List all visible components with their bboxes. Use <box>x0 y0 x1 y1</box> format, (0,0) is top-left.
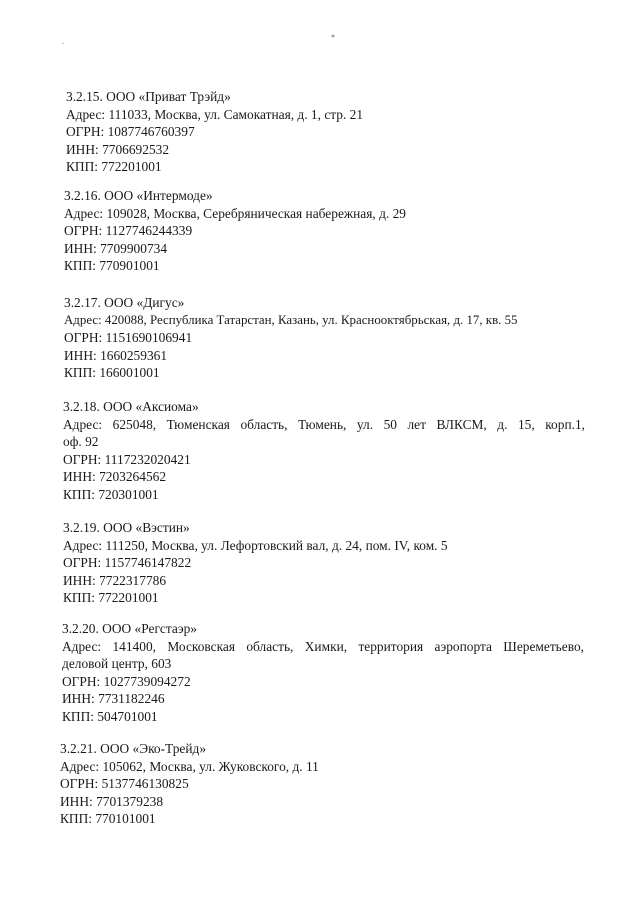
entry-inn: ИНН: 7709900734 <box>64 240 168 256</box>
entry-address: Адрес: 420088, Республика Татарстан, Казань, ул. Краснооктябрьская, д. 17, кв. 55 <box>64 312 518 327</box>
entry-heading: 3.2.18. ООО «Аксиома» <box>63 399 199 414</box>
entry-ogrn: ОГРН: 1027739094272 <box>62 673 191 689</box>
entry-3-2-21 <box>0 740 640 828</box>
entry-inn: ИНН: 7203264562 <box>63 469 167 485</box>
entry-ogrn: ОГРН: 1087746760397 <box>66 124 195 140</box>
entry-3-2-20 <box>0 620 640 726</box>
entry-address: Адрес: 111250, Москва, ул. Лефортовский вал, д. 24, пом. IV, ком. 5 <box>63 537 448 553</box>
entry-address-line-2: оф. 92 <box>63 434 99 450</box>
entry-ogrn: ОГРН: 5137746130825 <box>60 776 189 792</box>
entry-ogrn: ОГРН: 1117232020421 <box>63 451 191 467</box>
entry-ogrn: ОГРН: 1157746147822 <box>63 555 192 571</box>
entry-3-2-17 <box>0 294 640 382</box>
entry-inn: ИНН: 7701379238 <box>60 793 164 809</box>
entry-kpp: КПП: 770101001 <box>60 811 156 827</box>
entry-heading: 3.2.20. ООО «Регстаэр» <box>62 621 197 636</box>
entry-inn: ИНН: 7731182246 <box>62 691 165 707</box>
entry-3-2-15 <box>0 88 640 176</box>
entry-address: Адрес: 109028, Москва, Серебряническая набережная, д. 29 <box>64 205 406 221</box>
entry-kpp: КПП: 772201001 <box>66 159 162 175</box>
entry-address-line-1: Адрес: 625048, Тюменская область, Тюмень, ул. 50 лет ВЛКСМ, д. 15, корп.1, <box>63 416 585 432</box>
entry-kpp: КПП: 504701001 <box>62 708 158 724</box>
scan-mark-left: . <box>62 37 64 46</box>
entry-heading: 3.2.16. ООО «Интермоде» <box>64 188 213 203</box>
entry-address: Адрес: 111033, Москва, ул. Самокатная, д. 1, стр. 21 <box>66 106 364 122</box>
entry-heading: 3.2.17. ООО «Дигус» <box>64 295 185 310</box>
entry-3-2-19 <box>0 519 640 607</box>
entry-inn: ИНН: 7706692532 <box>66 141 170 157</box>
entry-3-2-18 <box>0 398 640 504</box>
entry-heading: 3.2.21. ООО «Эко-Трейд» <box>60 741 207 756</box>
entry-address-line-2: деловой центр, 603 <box>62 656 172 672</box>
entry-kpp: КПП: 166001001 <box>64 365 160 381</box>
entry-inn: ИНН: 1660259361 <box>64 347 168 363</box>
entry-address: Адрес: 105062, Москва, ул. Жуковского, д. 11 <box>60 758 319 774</box>
entry-kpp: КПП: 770901001 <box>64 258 160 274</box>
entry-ogrn: ОГРН: 1151690106941 <box>64 330 193 346</box>
entry-kpp: КПП: 772201001 <box>63 590 159 606</box>
entry-heading: 3.2.15. ООО «Приват Трэйд» <box>66 89 231 104</box>
scan-mark-top: * <box>331 33 335 42</box>
entry-ogrn: ОГРН: 1127746244339 <box>64 223 193 239</box>
entry-address-line-1: Адрес: 141400, Московская область, Химки, территория аэропорта Шереметьево, <box>62 638 584 654</box>
entry-heading: 3.2.19. ООО «Вэстин» <box>63 520 190 535</box>
entry-kpp: КПП: 720301001 <box>63 486 159 502</box>
entry-3-2-16 <box>0 187 640 275</box>
entry-inn: ИНН: 7722317786 <box>63 572 167 588</box>
